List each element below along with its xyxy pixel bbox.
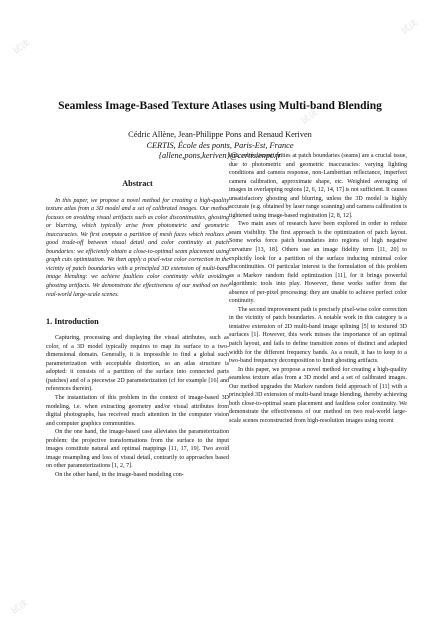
intro-paragraph: Capturing, processing and displaying the visual attributes, such as color, of a 3D model typically requires to map its surface to a two-dimensional domain. Generally, it is impossible to find a global such parameterization with acceptable distortion, so an atlas structure is adopted: it consists of a partition of the surface into connected parts (patches) and of a piecewise 2D parameterization (cf for example [16] and references therein). xyxy=(46,335,229,393)
body-paragraph: Two main axes of research have been explored in order to reduce seam visibility. The first approach is the optimization of patch layout. Some works force patch boundaries into regions of high negative curvature [13, 18]. Others use an image fidelity term [11, 20] to explicitly look for a partition of the surface inducing minimal color discontinuities. Of particular interest is the formulation of this problem as a Markov random field optimization [11], for it brings powerful algorithmic tools into play. However, these works suffer from the absence of per-pixel processing: they are unable to achieve perfect color continuity. xyxy=(229,221,407,305)
left-column xyxy=(46,180,229,479)
paper-title: Seamless Image-Based Texture Atlases using Multi-band Blending xyxy=(58,100,382,112)
watermark: 试读 xyxy=(399,18,421,37)
watermark: 试读 xyxy=(389,218,411,237)
body-paragraph: text, color discontinuities at patch boundaries (seams) are a crucial issue, due to photometric and geometric inaccuracies: varying lighting conditions and camera response, non-Lambertian reflectance, imperfect camera calibration, approximate shape, etc. Weighted averaging of images in overlapping regions [2, 6, 12, 14, 17] is not sufficient. It causes unsatisfactory ghosting and blurring, unless the 3D model is highly accurate (e.g. obtained by laser range scanning) and camera calibration is tightened using image-based registration [2, 8, 12]. xyxy=(229,153,407,219)
abstract-text: In this paper, we propose a novel method for creating a high-quality texture atlas from a 3D model and a set of calibrated images. Our method focuses on avoiding visual artifacts such as color discontinuities, ghosting or blurring, which typically arise from photometric and geometric inaccuracies. We first compute a partition of mesh faces which realizes a good trade-off between visual detail and color continuity at patch boundaries: we efficiently obtain a close-to-optimal seam placement using graph cuts optimization. We then apply a pixel-wise color correction in the vicinity of patch boundaries with a principled 3D extension of multi-band image blending: we achieve faultless color continuity while avoiding ghosting artifacts. We demonstrate the effectiveness of our method on two real-world large-scale scenes. xyxy=(46,197,229,298)
watermark: 试读 xyxy=(299,108,321,127)
author-names: Cédric Allène, Jean-Philippe Pons and Renaud Keriven xyxy=(128,130,312,139)
body-paragraph: In this paper, we propose a novel method for creating a high-quality seamless texture atlas from a 3D model and a set of calibrated images. Our method upgrades the Markov random field approach of [11] with a principled 3D extension of multi-band image blending, thereby achieving both close-to-optimal seam placement and faultless color continuity. We demonstrate the effectiveness of our method on two real-world large-scale scenes reconstructed from high-resolution images using recent xyxy=(229,366,407,424)
right-column xyxy=(229,152,407,426)
watermark: 试读 xyxy=(9,598,31,617)
abstract-heading: Abstract xyxy=(122,179,153,188)
institution: CERTIS, École des ponts, Paris-Est, France xyxy=(146,140,294,150)
watermark: 试读 xyxy=(11,38,33,57)
body-paragraph: The second improvement path is precisely pixel-wise color correction in the vicinity of patch boundaries. A notable work in this category is a tentative extension of 2D multi-band image splining [5] to textured 3D surfaces [1]. However, this work misses the importance of an optimal patch layout, and fails to define transition zones of distinct and adapted width for the different frequency bands. As a result, it has to keep to a two-band frequency decomposition to limit ghosting artifacts. xyxy=(229,306,407,365)
intro-paragraph: On the one hand, the image-based case alleviates the parameterization problem: the projective transformations from the surface to the input images constitute natural and optimal mappings [11, 17, 19]. Two avoid image resampling and loss of visual detail, contrarily to approaches based on other parameterizations [1, 2, 7]. xyxy=(46,429,229,470)
email: {allene,pons,keriven}@certis.enpc.fr xyxy=(158,151,282,160)
intro-paragraph: On the other hand, in the image-based modeling con- xyxy=(55,471,184,478)
introduction-heading: 1. Introduction xyxy=(46,316,99,326)
intro-paragraph: The instantiation of this problem in the context of image-based 3D modeling, i.e. when extracting geometry and/or visual attributes from digital photographs, has received much attention in the computer vision and computer graphics communities. xyxy=(46,394,229,427)
